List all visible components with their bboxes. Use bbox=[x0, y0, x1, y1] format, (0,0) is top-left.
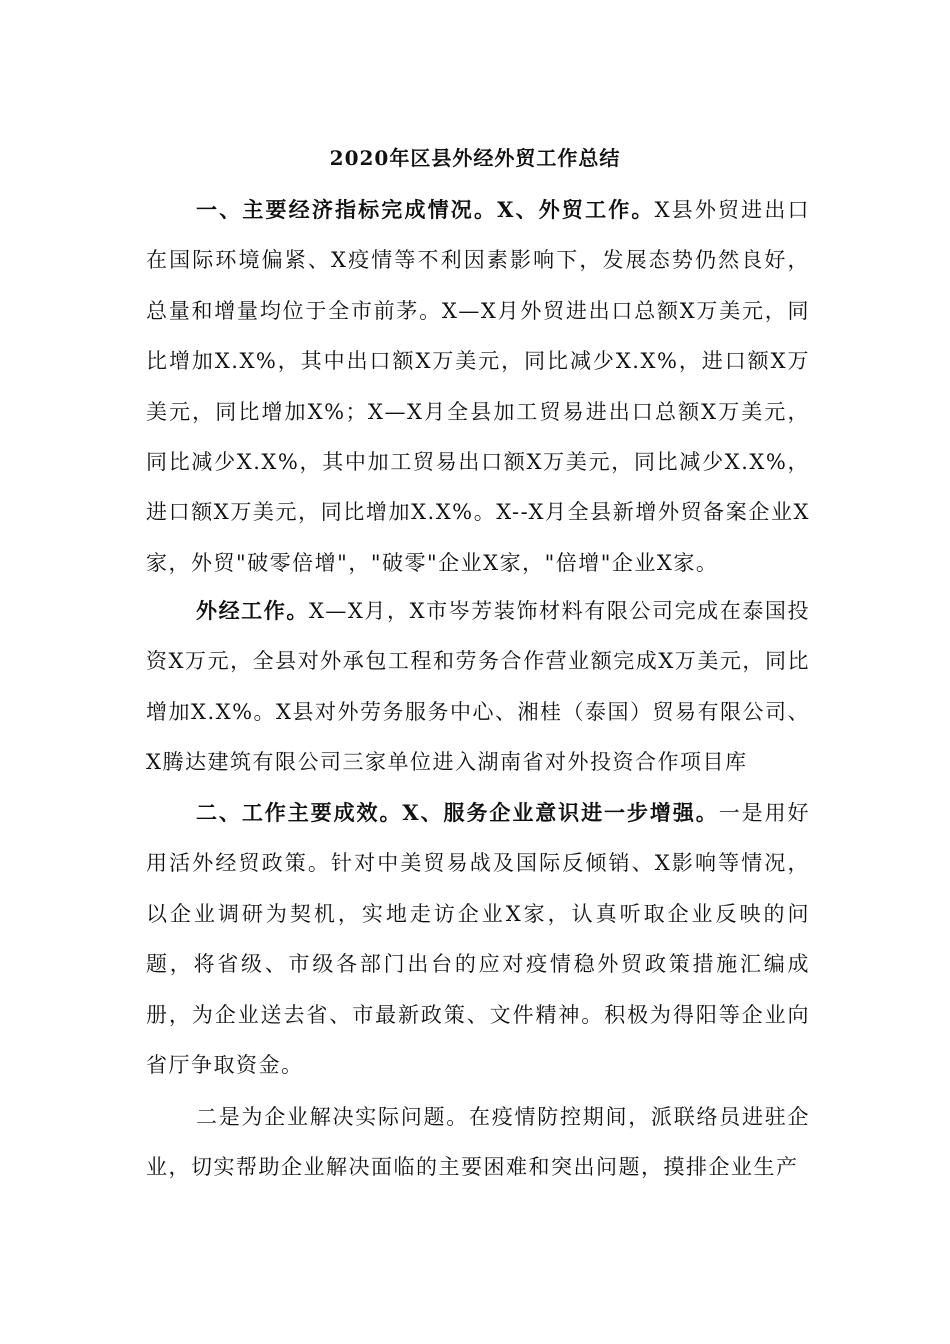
paragraph-body: 二是为企业解决实际问题。在疫情防控期间，派联络员进驻企业，切实帮助企业解决面临的主要困难和突出问题，摸排企业生产 bbox=[146, 1105, 810, 1180]
paragraph-economic-indicators bbox=[146, 185, 810, 588]
paragraph-lead-heading: 外经工作。 bbox=[196, 598, 309, 623]
paragraph-lead-heading: 一、主要经济指标完成情况。X、外贸工作。 bbox=[196, 197, 655, 222]
paragraph-main-achievements bbox=[146, 788, 810, 1090]
paragraph-foreign-economic-work bbox=[146, 586, 810, 788]
paragraph-body: X县外贸进出口在国际环境偏紧、X疫情等不利因素影响下，发展态势仍然良好，总量和增量均位于全市前茅。X—X月外贸进出口总额X万美元，同比增加X.X%，其中出口额X万美元，同比减少X.X%，进口额X万美元，同比增加X%；X—X月全县加工贸易进出口总额X万美元，同比减少X.X%，其中加工贸易出口额X万美元，同比减少X.X%，进口额X万美元，同比增加X.X%。X--X月全县新增外贸备案企业X家，外贸"破零倍增"，"破零"企业X家，"倍增"企业X家。 bbox=[146, 198, 810, 575]
paragraph-body: X—X月，X市岑芳装饰材料有限公司完成在泰国投资X万元，全县对外承包工程和劳务合作营业额完成X万美元，同比增加X.X%。X县对外劳务服务中心、湘桂（泰国）贸易有限公司、X腾达建筑有限公司三家单位进入湖南省对外投资合作项目库 bbox=[146, 599, 810, 775]
paragraph-solve-problems bbox=[146, 1092, 810, 1193]
paragraph-lead-heading: 二、工作主要成效。X、服务企业意识进一步增强。 bbox=[196, 800, 719, 825]
paragraph-body: 一是用好用活外经贸政策。针对中美贸易战及国际反倾销、X影响等情况，以企业调研为契机，实地走访企业X家，认真听取企业反映的问题，将省级、市级各部门出台的应对疫情稳外贸政策措施汇编成册，为企业送去省、市最新政策、文件精神。积极为得阳等企业向省厅争取资金。 bbox=[146, 801, 810, 1078]
document-title: 2020年区县外经外贸工作总结 bbox=[329, 146, 621, 170]
